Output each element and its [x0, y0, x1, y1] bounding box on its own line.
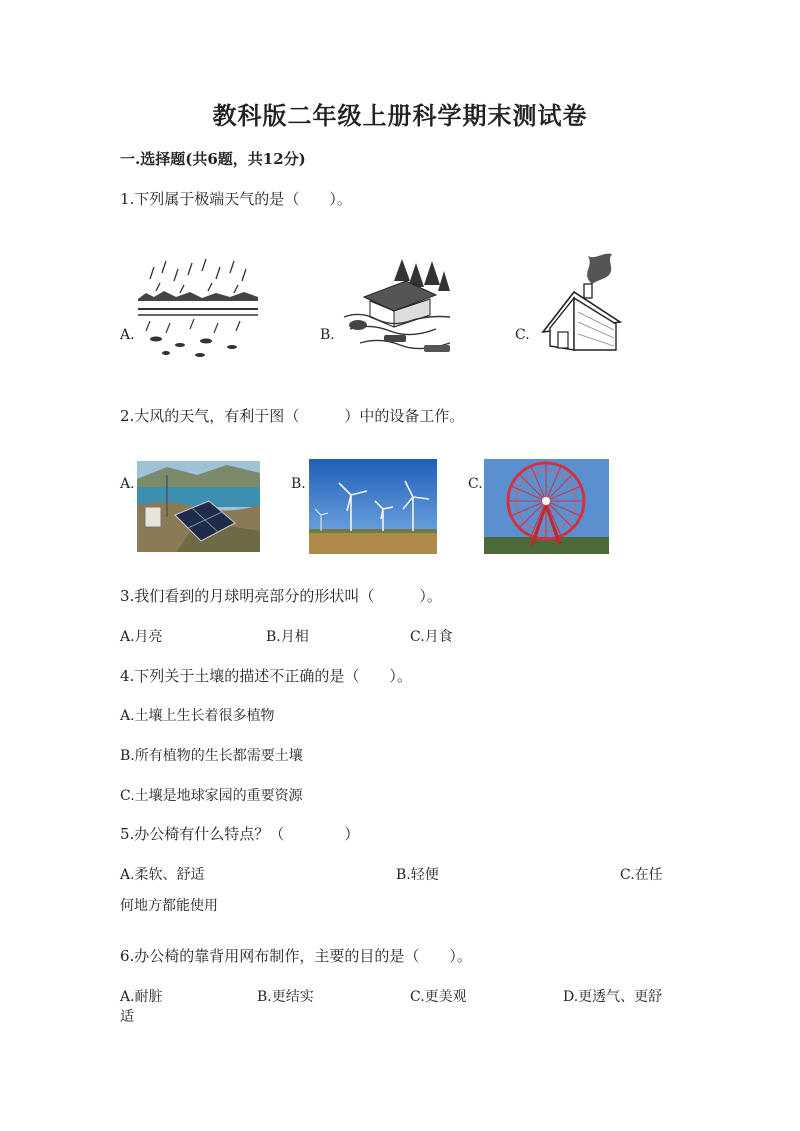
question-1-stem: 1.下列属于极端天气的是（ ）。: [120, 190, 352, 208]
question-4-stem: 4.下列关于土壤的描述不正确的是（ ）。: [120, 667, 412, 685]
q2-option-b-label: B.: [291, 476, 306, 492]
heavy-rain-icon: [136, 255, 260, 360]
q5-option-c: C.在任: [620, 867, 663, 883]
q3-option-a: A.月亮: [120, 629, 163, 645]
q5-option-b: B.轻便: [396, 867, 439, 883]
q4-option-a: A.土壤上生长着很多植物: [120, 708, 275, 724]
ferris-wheel-photo: [484, 459, 609, 554]
q3-option-c: C.月食: [410, 629, 453, 645]
q2-option-a-label: A.: [120, 476, 135, 492]
question-6-stem: 6.办公椅的靠背用网布制作，主要的目的是（ ）。: [120, 947, 472, 965]
q5-option-c-wrap: 何地方都能使用: [120, 898, 218, 914]
q6-option-c: C.更美观: [410, 989, 467, 1005]
q1-option-a-label: A.: [120, 327, 135, 343]
house-chimney-icon: [540, 250, 625, 360]
q2-option-c-label: C.: [468, 476, 483, 492]
q6-option-d: D.更透气、更舒: [563, 989, 663, 1005]
q4-option-c: C.土壤是地球家园的重要资源: [120, 788, 303, 804]
flood-house-icon: [340, 255, 460, 360]
page-title: 教科版二年级上册科学期末测试卷: [212, 101, 588, 130]
question-3-stem: 3.我们看到的月球明亮部分的形状叫（ ）。: [120, 587, 442, 605]
q1-option-c-label: C.: [515, 327, 530, 343]
q3-option-b: B.月相: [266, 629, 309, 645]
q5-option-a: A.柔软、舒适: [120, 867, 205, 883]
wind-turbine-photo: [309, 459, 437, 554]
question-2-stem: 2.大风的天气，有利于图（ ）中的设备工作。: [120, 407, 465, 425]
section-heading: 一.选择题(共6题，共12分): [120, 150, 306, 168]
question-5-stem: 5.办公椅有什么特点？（ ）: [120, 825, 360, 843]
q1-option-b-label: B.: [320, 327, 335, 343]
q6-option-d-wrap: 适: [120, 1009, 134, 1025]
q6-option-a: A.耐脏: [120, 989, 163, 1005]
solar-panel-photo: [137, 461, 260, 552]
q6-option-b: B.更结实: [257, 989, 314, 1005]
q4-option-b: B.所有植物的生长都需要土壤: [120, 748, 303, 764]
